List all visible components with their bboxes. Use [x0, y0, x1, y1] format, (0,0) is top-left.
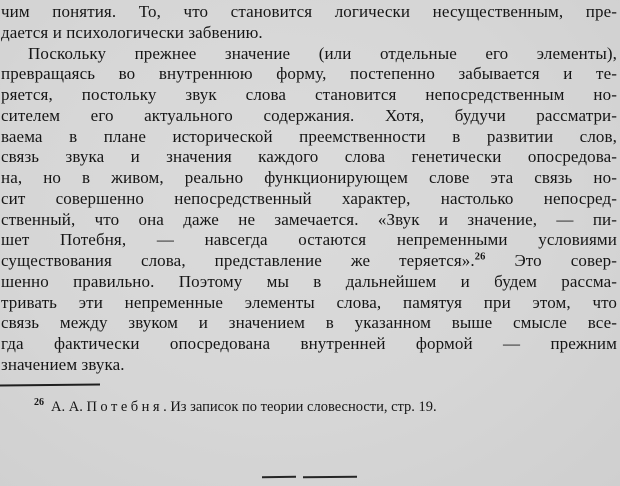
footnote-author-initials: А. А. — [51, 399, 87, 415]
text-line: гда фактически опосредована внутренней формой — прежним — [1, 334, 617, 353]
footnote-reference: . Из записок по теории словесности, стр. 19. — [163, 399, 437, 415]
text-line — [0, 251, 620, 272]
text-line: тривать эти непременные элементы слова, памятуя при этом, что — [1, 292, 617, 312]
text-line: дается и психологически забвению. — [1, 22, 263, 42]
text-line: ваема в плане исторической преемственности в развитии слов, — [1, 126, 617, 146]
text-line: шет Потебня, — навсегда остаются непременными условиями — [1, 230, 617, 250]
end-separator — [262, 476, 357, 478]
text-line: чим понятия. То, что становится логически несущественным, пре- — [1, 2, 617, 21]
text-line: превращаясь во внутреннюю форму, постепенно забывается и те- — [1, 64, 617, 84]
text-line-segment: Это совер- — [485, 251, 617, 270]
end-separator-dash — [303, 476, 357, 478]
text-line: Поскольку прежнее значение (или отдельные его элементы), — [28, 43, 617, 63]
text-line: ственный, что она даже не замечается. «Звук и значение, — пи- — [1, 209, 617, 229]
text-line: связь звука и значения каждого слова генетически опосредова- — [1, 147, 617, 167]
text-line: ряется, постольку звук слова становится непосредственным но- — [1, 85, 617, 104]
footnote-marker: 26 — [34, 397, 44, 409]
footnote-rule — [0, 383, 100, 386]
end-separator-dash — [262, 476, 296, 479]
text-line: сителем его актуального содержания. Хотя, будучи рассматри- — [1, 105, 617, 125]
text-line-segment: существования слова, представление же теряется». — [1, 251, 475, 270]
body-text — [0, 1, 620, 376]
text-line: связь между звуком и значением в указанном выше смысле все- — [1, 313, 617, 333]
footnote-author-name: Потебня — [86, 399, 164, 415]
footnote — [0, 398, 620, 416]
text-line: шенно правильно. Поэтому мы в дальнейшем и будем рассма- — [1, 271, 617, 291]
text-line: сит совершенно непосредственный характер, настолько непосред- — [1, 188, 617, 208]
text-line: значением звука. — [1, 354, 125, 374]
text-line: на, но в живом, реально функционирующем слове эта связь но- — [1, 168, 617, 187]
footnote-ref-superscript: 26 — [474, 251, 486, 263]
